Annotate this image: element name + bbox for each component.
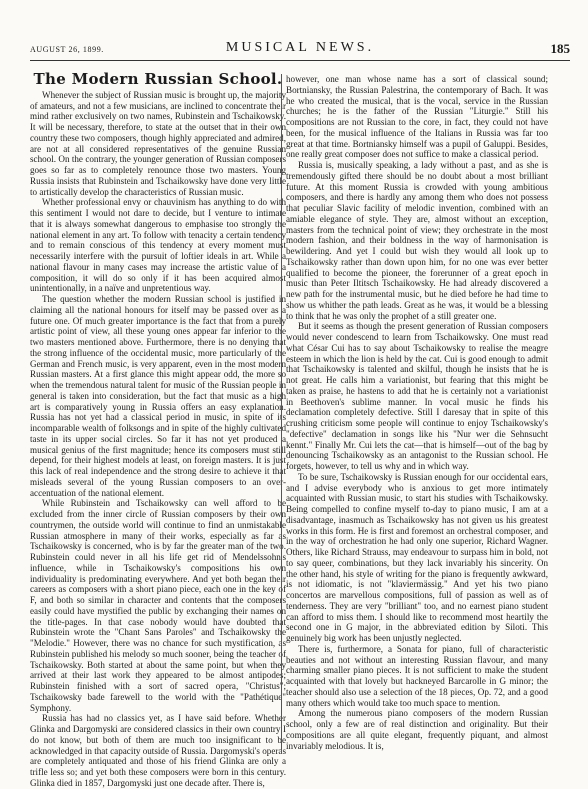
page-header (30, 40, 570, 58)
paragraph: Among the numerous piano composers of the modern Russian school, only a few are of real distinction and originality. But their compositions are all quite elegant, frequently piquant, and almost invariably melodious. It is, (286, 708, 548, 751)
paragraph: While Rubinstein and Tschaikowsky can well afford to be excluded from the inner circle of Russian composers by their own countrymen, the outside world will continue to find an unmistakable Russian atmosphere in many of their works, especially as far as Tschaikowsky is concerned, who is by far the greater man of the two. Rubinstein could never in all his life get rid of Mendelssohn's influence, while in Tschaikowsky's compositions his own individuality is predominating everywhere. And yet both began their careers as composers with a short piano piece, each one in the key of F, and both so similar in character and contents that the composers easily could have mystified the public by exchanging their names on the title-pages. In that case nobody would have doubted that Rubinstein wrote the "Chant Sans Paroles" and Tschaikowsky the "Melodie." However, there was no chance for such mystification, as Rubinstein published his melody so much sooner, being the teacher of Tschaikowsky. Both started at about the same point, but when they arrived at their last work they appeared to be almost antipodes; Rubinstein finished with a sort of sacred opera, "Christus"; Tschaikowsky bade farewell to the world with the "Pathétique" Symphony. (30, 498, 286, 713)
header-rule (30, 60, 570, 61)
left-column (30, 70, 286, 788)
article-title: The Modern Russian School. (33, 70, 283, 88)
paragraph: The question whether the modern Russian school is justified in claiming all the national honours for itself may be passed over as a future one. Of much greater importance is the fact that from a purely artistic point of view, all these young ones appear far inferior to the two masters mentioned above. Furthermore, there is no denying that the strong influence of the occidental music, more particularly of the German and French music, is very apparent, even in the most modern Russian masters. At a first glance this might appear odd, the more so when the tremendous natural talent for music of the Russian people in general is taken into consideration, but the fact that music as a high art is comparatively young in Russia offers an easy explanation. Russia has not yet had a classical period in music, in spite of its incomparable wealth of folksongs and in spite of the highly cultivated taste in its upper social circles. So far it has not yet produced a musical genius of the first magnitude; hence its composers must still depend, for their highest models at least, on foreign masters. It is just this lack of real independence and the strong desire to achieve it that misleads several of the young Russian composers to an over-accentuation of the national element. (30, 294, 286, 498)
right-column (286, 74, 548, 754)
paragraph: Whenever the subject of Russian music is brought up, the majority of amateurs, and not a few musicians, are inclined to concentrate their mind rather exclusively on two names, Rubinstein and Tschaikowsky. It will be necessary, therefore, to state at the outset that in their own country these two composers, though highly appreciated and admired, are not at all considered representatives of the genuine Russian school. On the contrary, the younger generation of Russian composers goes so far as to completely renounce those two masters. Young Russia insists that Rubinstein and Tschaikowsky have done very little to artistically develop the characteristics of Russian music. (30, 89, 286, 197)
paragraph: Whether professional envy or chauvinism has anything to do with this sentiment I would not dare to decide, but I venture to intimate that it is always somewhat dangerous to emphasise too strongly the national element in any art. To follow with tenacity a certain tendency and to remain conscious of this tendency at every moment must necessarily interfere with the pursuit of loftier ideals in art. While a national flavour in many cases may increase the artistic value of a composition, it will do so only if it has been acquired almost unintentionally, in a naïve and unpretentious way. (30, 197, 286, 294)
paragraph: Russia is, musically speaking, a lady without a past, and as she is tremendously gifted there should be no doubt about a most brilliant future. At this moment Russia is crowded with young ambitious composers, and there is hardly any among them who does not possess that peculiar Slavic facility of melodic invention, combined with an amiable elegance of style. They are, almost without an exception, masters from the technical point of view; they orchestrate in the most modern fashion, and their boldness in the way of harmonisation is bewildering. And yet I could but wish they would all look up to Tschaikowsky rather than down upon him, for no one was ever better qualified to become the pioneer, the forerunner of a great epoch in music than Peter Iltitsch Tschaikowsky. He had already discovered a new path for the instrumental music, but he died before he had time to show us whither the path leads. Great as he was, it would be a blessing to think that he was only the prophet of a still greater one. (286, 160, 548, 321)
issue-date: AUGUST 26, 1899. (30, 45, 104, 54)
paragraph: But it seems as though the present generation of Russian composers would never condescend to learn from Tschaikowsky. One must read what César Cui has to say about Tschaikowsky to realise the meagre esteem in which the lion is held by the cat. Cui is good enough to admit that Tschaikowsky is talented and skilful, though he insists that he is not great. He calls him a variationist, but fearing that this might be taken as praise, he hastens to add that he is certainly not a variationist in Beethoven's sublime manner. In vocal music he finds his declamation completely defective. Still I daresay that in spite of this crushing criticism some people will continue to enjoy Tschaikowsky's "defective" declamation in songs like his "Nur wer die Sehnsucht kennt." Finally Mr. Cui lets the cat—that is himself—out of the bag by denouncing Tschaikowsky as an antagonist to the Russian school. He forgets, however, to tell us why and in which way. (286, 321, 548, 471)
column-divider (281, 74, 282, 754)
paragraph: There is, furthermore, a Sonata for piano, full of characteristic beauties and not without an interesting Russian flavour, and many charming smaller piano pieces. It is not sufficient to make the student acquainted with that lovely but hackneyed Barcarolle in G minor; the teacher should also use a selection of the 18 pieces, Op. 72, and a good many others which would take too much space to mention. (286, 643, 548, 708)
paragraph: however, one man whose name has a sort of classical sound; Bortniansky, the Russian Palestrina, the contemporary of Bach. It was he who created the musical, that is the vocal, service in the Russian churches; he is the father of the Russian "Liturgie." Still his compositions are not Russian to the core, in fact, they could not have been, for the musical influence of the Italians in Russia was far too great at that time. Bortniansky himself was a pupil of Galuppi. Besides, one really great composer does not suffice to make a classical period. (286, 74, 548, 160)
paragraph: Russia has had no classics yet, as I have said before. Whether Glinka and Dargomyski are considered classics in their own country I do not know, but both of them are much too insignificant to be acknowledged in that capacity outside of Russia. Dargomyski's operas are completely antiquated and those of his friend Glinka are only a trifle less so; and yet both these composers were born in this century. Glinka died in 1857, Dargomyski just one decade after. There is, (30, 713, 286, 788)
page-number: 185 (550, 41, 570, 56)
publication-title: MUSICAL NEWS. (225, 40, 375, 55)
paragraph: To be sure, Tschaikowsky is Russian enough for our occidental ears, and I advise everybody who is anxious to get more intimately acquainted with Russian music, to start his studies with Tschaikowsky. Being compelled to confine myself to-day to piano music, I am at a disadvantage, inasmuch as Tschaikowsky has not given us his greatest works in this form. He is first and foremost an orchestral composer, and in the way of orchestration he had only one superior, Richard Wagner. Others, like Richard Strauss, may endeavour to surpass him in bold, not to say queer, combinations, but they lack invariably his sincerity. On the other hand, his style of writing for the piano is frequently awkward, is not idiomatic, is not "klaviermässig." And yet his two piano concertos are marvellous compositions, full of passion as well as of tenderness. They are very "brilliant" too, and no earnest piano student can afford to miss them. I should like to recommend most heartily the second one in G major, in the abbreviated edition by Siloti. This genuinely big work has been unjustly neglected. (286, 471, 548, 643)
